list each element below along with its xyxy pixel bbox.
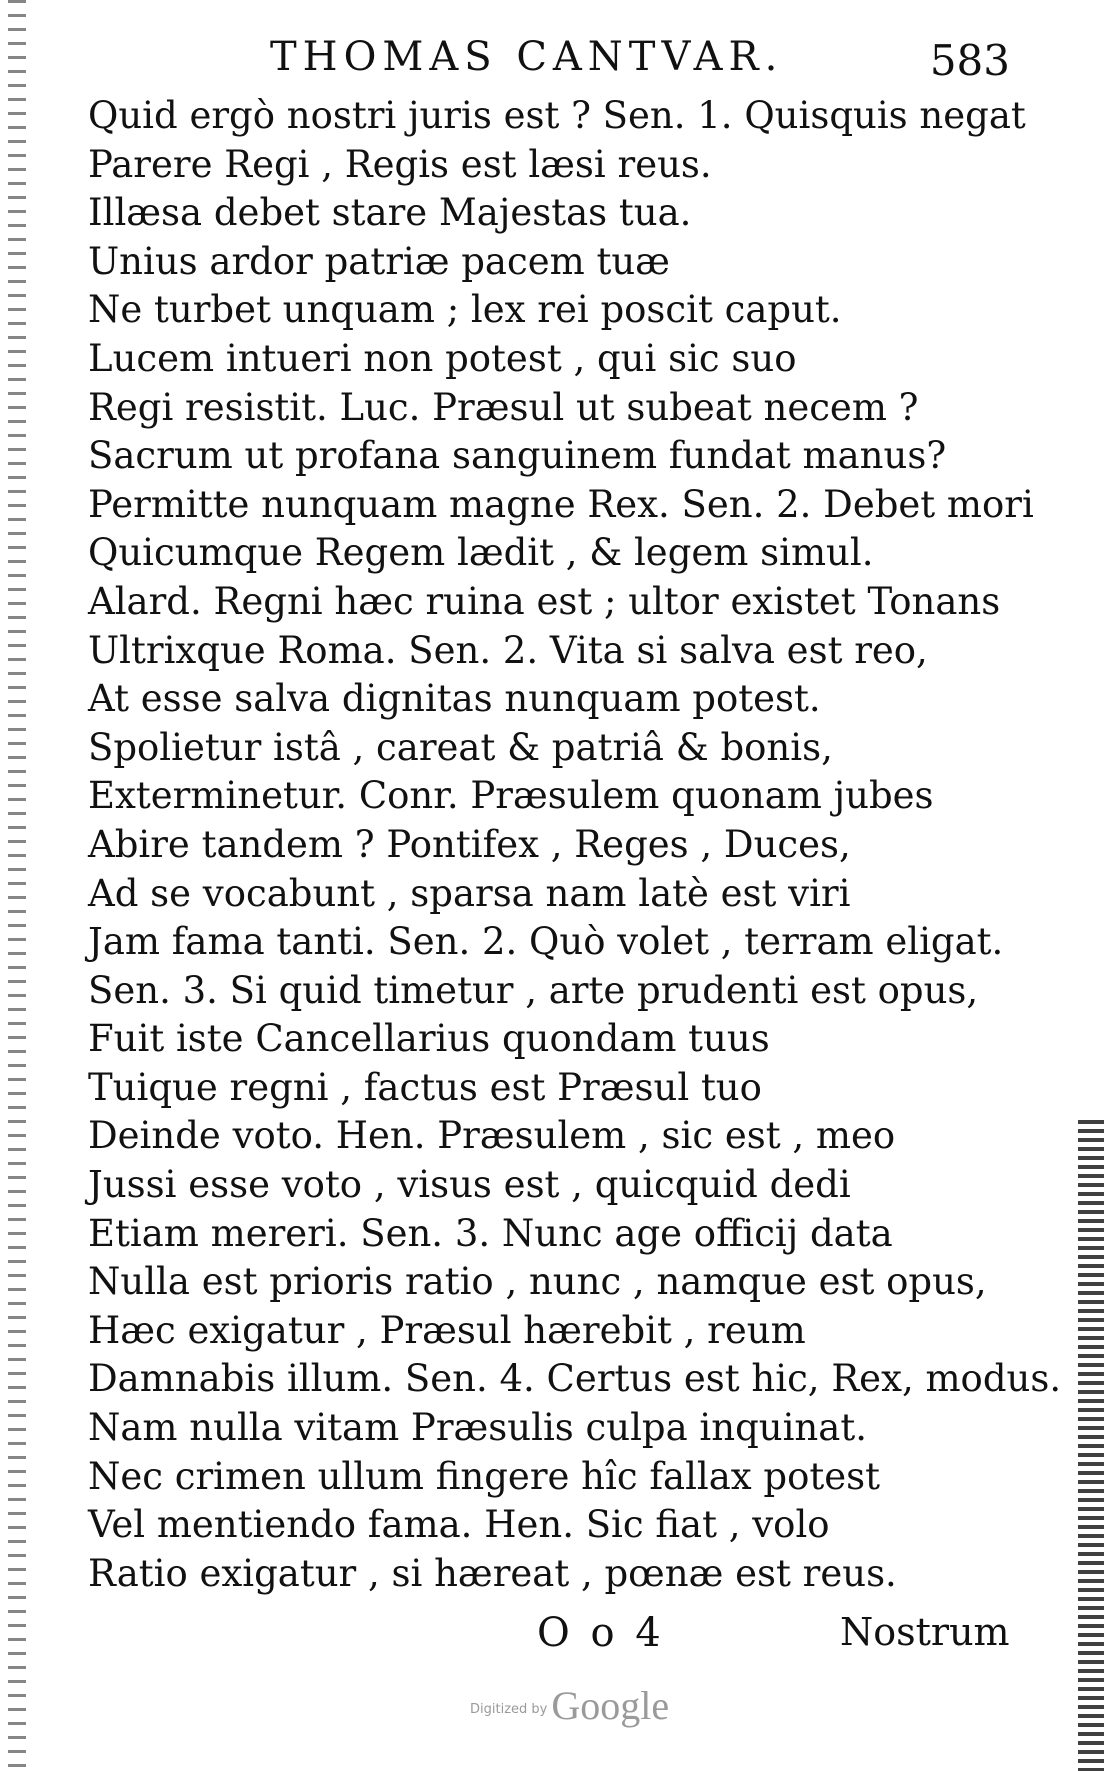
text-line: Nam nulla vitam Præsulis culpa inquinat. [88, 1406, 867, 1450]
text-line: Illæsa debet stare Majestas tua. [88, 191, 692, 235]
text-line: Parere Regi , Regis est læsi reus. [88, 142, 712, 186]
text-line: Ultrixque Roma. Sen. 2. Vita si salva est reo, [88, 628, 928, 672]
text-line: Spolietur istâ , careat & patriâ & bonis, [88, 725, 833, 769]
running-title: THOMAS CANTVAR. [270, 34, 784, 80]
text-line: Permitte nunquam magne Rex. Sen. 2. Debet mori [88, 482, 1034, 526]
running-head [270, 26, 1010, 86]
text-line: Sacrum ut profana sanguinem fundat manus? [88, 434, 947, 478]
text-line: Regi resistit. Luc. Præsul ut subeat necem ? [88, 385, 919, 429]
verse-text [88, 92, 1062, 1598]
text-line: At esse salva dignitas nunquam potest. [88, 677, 821, 721]
text-line: Ne turbet unquam ; lex rei poscit caput. [88, 288, 842, 332]
text-line: Ad se vocabunt , sparsa nam latè est viri [88, 871, 851, 915]
text-line: Unius ardor patriæ pacem tuæ [88, 239, 670, 283]
text-line: Hæc exigatur , Præsul hærebit , reum [88, 1308, 806, 1352]
text-line: Lucem intueri non potest , qui sic suo [88, 336, 797, 380]
digitization-watermark [470, 1682, 669, 1729]
text-line: Deinde voto. Hen. Præsulem , sic est , meo [88, 1114, 896, 1158]
catchword: Nostrum [840, 1610, 1010, 1654]
text-line: Alard. Regni hæc ruina est ; ultor existet Tonans [88, 579, 1001, 623]
text-line: Nec crimen ullum fingere hîc fallax potest [88, 1454, 881, 1498]
text-line: Exterminetur. Conr. Præsulem quonam jubes [88, 774, 934, 818]
text-line: Nulla est prioris ratio , nunc , namque est opus, [88, 1260, 987, 1304]
text-line: Abire tandem ? Pontifex , Reges , Duces, [88, 822, 851, 866]
text-line: Etiam mereri. Sen. 3. Nunc age officij data [88, 1211, 893, 1255]
text-line: Vel mentiendo fama. Hen. Sic fiat , volo [88, 1503, 830, 1547]
page-number: 583 [929, 36, 1010, 85]
page-edge-right [1078, 1120, 1104, 1771]
text-line: Jussi esse voto , visus est , quicquid dedi [88, 1163, 851, 1207]
text-line: Sen. 3. Si quid timetur , arte prudenti est opus, [88, 968, 979, 1012]
google-logo: Google [551, 1683, 670, 1728]
text-line: Fuit iste Cancellarius quondam tuus [88, 1017, 770, 1061]
text-line: Quicumque Regem lædit , & legem simul. [88, 531, 874, 575]
page-edge-left [8, 0, 26, 1771]
text-line: Tuique regni , factus est Præsul tuo [88, 1065, 762, 1109]
watermark-prefix: Digitized by [470, 1702, 548, 1717]
text-line: Quid ergò nostri juris est ? Sen. 1. Quisquis negat [88, 94, 1026, 137]
signature-mark: O o 4 [537, 1610, 665, 1656]
text-line: Damnabis illum. Sen. 4. Certus est hic, Rex, modus. [88, 1357, 1062, 1401]
text-line: Ratio exigatur , si hæreat , pœnæ est reus. [88, 1551, 897, 1595]
text-line: Jam fama tanti. Sen. 2. Quò volet , terram eligat. [88, 920, 1004, 964]
